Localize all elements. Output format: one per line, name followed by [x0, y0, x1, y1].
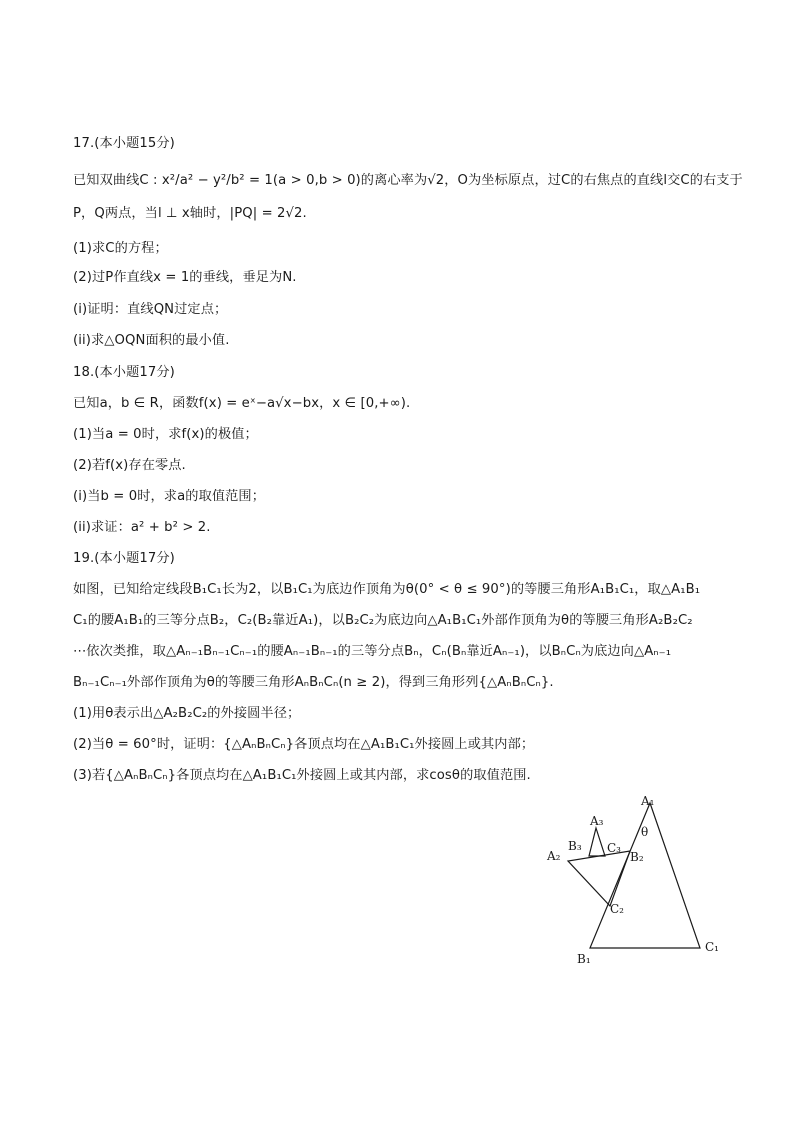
problem-18-heading: 18.(本小题17分): [73, 365, 175, 380]
problem-18-part-2: (2)若f(x)存在零点.: [73, 458, 186, 473]
label-c1: C₁: [705, 940, 719, 954]
problem-19-line-1: 如图，已知给定线段B₁C₁长为2，以B₁C₁为底边作顶角为θ(0° < θ ≤ 90°)的等腰三角形A₁B₁C₁，取△A₁B₁: [73, 582, 701, 597]
label-b3: B₃: [568, 839, 582, 853]
problem-17-line-1: 已知双曲线C : x²/a² − y²/b² = 1(a > 0,b > 0)的离心率为√2，O为坐标原点，过C的右焦点的直线l交C的右支于: [73, 173, 743, 188]
label-b2: B₂: [630, 850, 644, 864]
problem-18-line-1: 已知a，b ∈ R，函数f(x) = eˣ−a√x−bx，x ∈ [0,+∞).: [73, 396, 411, 411]
label-b1: B₁: [577, 952, 591, 964]
problem-18-part-2-i: (i)当b = 0时，求a的取值范围；: [73, 489, 266, 504]
label-a2: A₂: [547, 849, 561, 863]
problem-17-line-2: P，Q两点，当l ⊥ x轴时，|PQ| = 2√2.: [73, 206, 307, 221]
problem-19-line-2: C₁的腰A₁B₁的三等分点B₂，C₂(B₂靠近A₁)，以B₂C₂为底边向△A₁B₁C₁外部作顶角为θ的等腰三角形A₂B₂C₂: [73, 613, 693, 628]
problem-17-part-1: (1)求C的方程；: [73, 241, 168, 256]
label-a3: A₃: [590, 814, 604, 828]
problem-17-part-2-i: (i)证明：直线QN过定点；: [73, 302, 228, 317]
problem-19-part-1: (1)用θ表示出△A₂B₂C₂的外接圆半径；: [73, 706, 301, 721]
label-a1: A₁: [641, 794, 655, 808]
triangle-a2b2c2: [568, 851, 630, 906]
problem-19-line-3: ⋯依次类推，取△Aₙ₋₁Bₙ₋₁Cₙ₋₁的腰Aₙ₋₁Bₙ₋₁的三等分点Bₙ，Cₙ(Bₙ靠近Aₙ₋₁)，以BₙCₙ为底边向△Aₙ₋₁: [73, 644, 672, 659]
triangle-a3b3c3: [589, 828, 605, 856]
label-c2: C₂: [610, 902, 624, 916]
problem-18-part-2-ii: (ii)求证：a² + b² > 2.: [73, 520, 211, 535]
problem-18-part-1: (1)当a = 0时，求f(x)的极值；: [73, 427, 258, 442]
problem-19-part-2: (2)当θ = 60°时，证明：{△AₙBₙCₙ}各顶点均在△A₁B₁C₁外接圆上或其内部；: [73, 737, 535, 752]
problem-19-part-3: (3)若{△AₙBₙCₙ}各顶点均在△A₁B₁C₁外接圆上或其内部，求cosθ的取值范围.: [73, 768, 531, 783]
label-theta: θ: [641, 825, 649, 839]
problem-17-part-2-ii: (ii)求△OQN面积的最小值.: [73, 333, 230, 348]
problem-19-line-4: Bₙ₋₁Cₙ₋₁外部作顶角为θ的等腰三角形AₙBₙCₙ(n ≥ 2)，得到三角形列{△AₙBₙCₙ}.: [73, 675, 554, 690]
problem-19-heading: 19.(本小题17分): [73, 551, 175, 566]
label-c3: C₃: [607, 841, 621, 855]
problem-17-heading: 17.(本小题15分): [73, 136, 175, 151]
triangle-figure: [540, 788, 730, 964]
problem-17-part-2: (2)过P作直线x = 1的垂线，垂足为N.: [73, 270, 297, 285]
